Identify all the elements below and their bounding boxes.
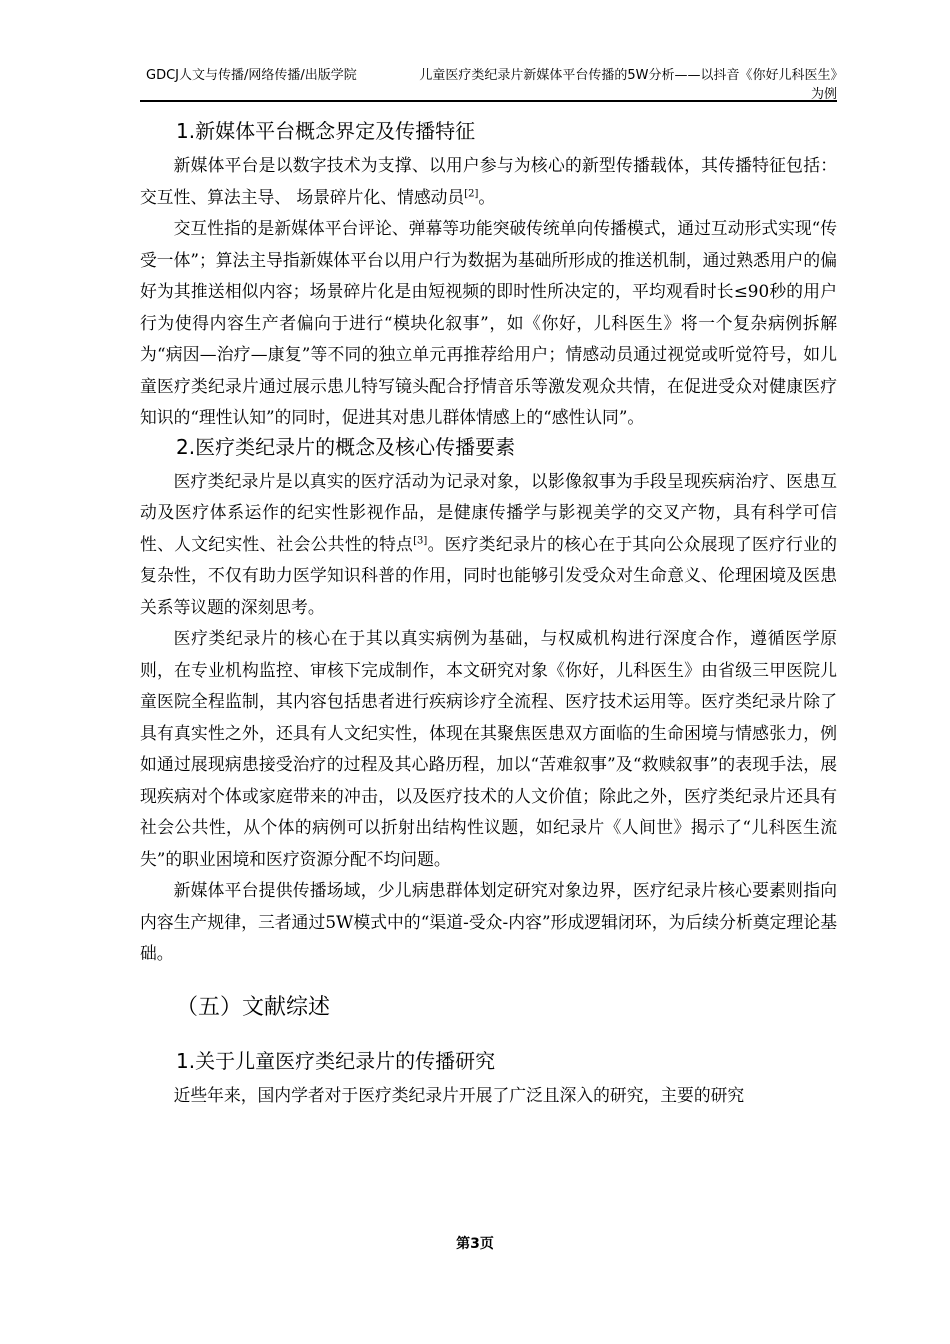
paragraph-text: 医疗类纪录片是以真实的医疗活动为记录对象，以影像叙事为手段呈现疾病治疗、医患互动及医疗体系运作的纪实性影视作品，是健康传播学与影视美学的交叉产物，具有科学可信性、人文纪实性、社会公共性的特点 bbox=[140, 470, 837, 554]
section-heading-new-media: 1.新媒体平台概念界定及传播特征 bbox=[176, 119, 476, 143]
subsection-heading-pediatric-documentary: 1.关于儿童医疗类纪录片的传播研究 bbox=[176, 1048, 496, 1073]
paragraph bbox=[140, 466, 837, 624]
citation-ref[interactable]: [2] bbox=[464, 187, 479, 199]
paragraph: 近些年来，国内学者对于医疗类纪录片开展了广泛且深入的研究，主要的研究 bbox=[173, 1084, 745, 1105]
paragraph-text: 新媒体平台是以数字技术为支撑、以用户参与为核心的新型传播载体，其传播特征包括：交互性、算法主导、 场景碎片化、情感动员 bbox=[140, 155, 837, 207]
paragraph-text: 。 bbox=[478, 186, 496, 207]
section-heading-literature-review: （五）文献综述 bbox=[176, 994, 331, 1020]
header-title: 儿童医疗类纪录片新媒体平台传播的5W分析——以抖音《你好儿科医生》为例 bbox=[419, 68, 837, 102]
section-heading-medical-documentary: 2.医疗类纪录片的概念及核心传播要素 bbox=[176, 434, 516, 459]
document-body bbox=[140, 118, 837, 1111]
paragraph: 交互性指的是新媒体平台评论、弹幕等功能突破传统单向传播模式，通过互动形式实现“传受一体”；算法主导指新媒体平台以用户行为数据为基础所形成的推送机制，通过熟悉用户的偏好为其推送相似内容；场景碎片化是由短视频的即时性所决定的，平均观看时长≤90秒的用户行为使得内容生产者偏向于进行“模块化叙事”，如《你好，儿科医生》将一个复杂病例拆解为“病因—治疗—康复”等不同的独立单元再推荐给用户；情感动员通过视觉或听觉符号，如儿童医疗类纪录片通过展示患儿特写镜头配合抒情音乐等激发观众共情，在促进受众对健康医疗知识的“理性认知”的同时，促进其对患儿群体情感上的“感性认同”。 bbox=[140, 218, 837, 427]
paragraph-text: 。医疗类纪录片的核心在于其向公众展现了医疗行业的复杂性，不仅有助力医学知识科普的作用，同时也能够引发受众对生命意义、伦理困境及医患关系等议题的深刻思考。 bbox=[140, 533, 837, 617]
page-header bbox=[140, 62, 837, 102]
paragraph bbox=[140, 150, 837, 213]
paragraph: 新媒体平台提供传播场域，少儿病患群体划定研究对象边界，医疗纪录片核心要素则指向内容生产规律，三者通过5W模式中的“渠道-受众-内容”形成逻辑闭环，为后续分析奠定理论基础。 bbox=[140, 880, 837, 963]
page-number: 第3页 bbox=[456, 1236, 494, 1252]
paragraph: 医疗类纪录片的核心在于其以真实病例为基础，与权威机构进行深度合作，遵循医学原则，在专业机构监控、审核下完成制作，本文研究对象《你好，儿科医生》由省级三甲医院儿童医院全程监制，其内容包括患者进行疾病诊疗全流程、医疗技术运用等。医疗类纪录片除了具有真实性之外，还具有人文纪实性，体现在其聚焦医患双方面临的生命困境与情感张力，例如通过展现病患接受治疗的过程及其心路历程，加以“苦难叙事”及“救赎叙事”的表现手法，展现疾病对个体或家庭带来的冲击，以及医疗技术的人文价值；除此之外，医疗类纪录片还具有社会公共性，从个体的病例可以折射出结构性议题，如纪录片《人间世》揭示了“儿科医生流失”的职业困境和医疗资源分配不均问题。 bbox=[140, 628, 837, 869]
header-school: GDCJ人文与传播/网络传播/出版学院 bbox=[146, 68, 357, 83]
citation-ref[interactable]: [3] bbox=[413, 534, 428, 546]
